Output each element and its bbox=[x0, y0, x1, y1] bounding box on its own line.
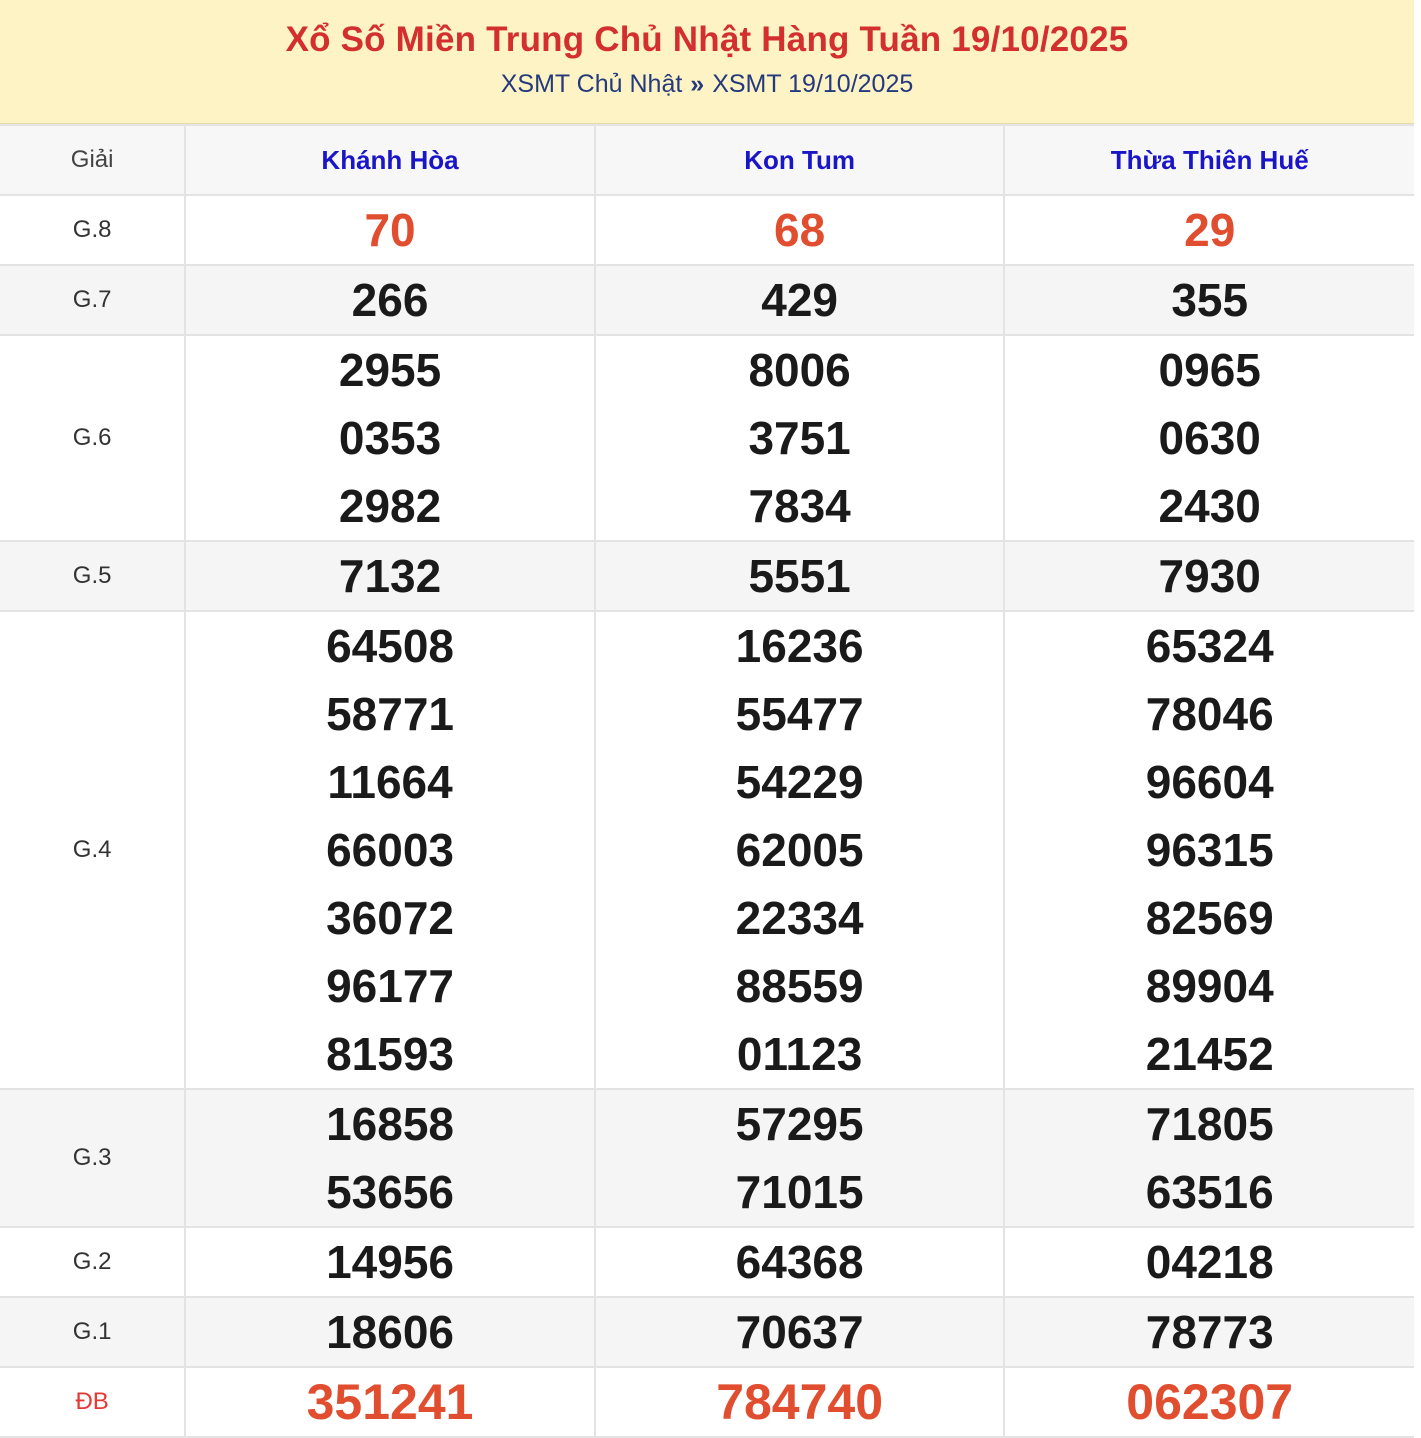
result-number: 429 bbox=[761, 274, 838, 326]
result-cell bbox=[185, 611, 595, 1089]
result-cell bbox=[1004, 1227, 1414, 1297]
result-number: 36072 bbox=[326, 892, 454, 944]
result-number: 5551 bbox=[748, 550, 851, 602]
page-title: Xổ Số Miền Trung Chủ Nhật Hàng Tuần 19/10/2025 bbox=[285, 20, 1129, 59]
result-number: 2955 bbox=[338, 344, 442, 396]
result-cell bbox=[1004, 195, 1414, 265]
result-number: 14956 bbox=[326, 1236, 454, 1288]
prize-label: G.8 bbox=[0, 195, 185, 265]
prize-label: G.7 bbox=[0, 265, 185, 335]
breadcrumb-link-xsmt-date[interactable]: XSMT 19/10/2025 bbox=[712, 70, 914, 98]
prize-label: G.5 bbox=[0, 541, 185, 611]
result-number: 2430 bbox=[1158, 480, 1261, 532]
prize-label: G.3 bbox=[0, 1089, 185, 1227]
breadcrumb-separator-icon: » bbox=[690, 70, 705, 98]
prize-label: G.2 bbox=[0, 1227, 185, 1297]
result-number: 21452 bbox=[1145, 1028, 1274, 1080]
result-number: 18606 bbox=[326, 1306, 454, 1358]
result-cell bbox=[595, 1367, 1005, 1437]
result-cell bbox=[185, 335, 595, 541]
special-prize-number: 062307 bbox=[1126, 1374, 1294, 1430]
result-number: 01123 bbox=[736, 1028, 863, 1080]
result-number: 70637 bbox=[735, 1306, 864, 1358]
result-number: 65324 bbox=[1145, 620, 1274, 672]
prize-label: G.1 bbox=[0, 1297, 185, 1367]
result-number: 68 bbox=[774, 204, 826, 256]
result-number: 88559 bbox=[735, 960, 864, 1012]
result-number: 82569 bbox=[1145, 892, 1274, 944]
column-header-province[interactable]: Kon Tum bbox=[595, 125, 1005, 195]
result-number: 0965 bbox=[1158, 344, 1261, 396]
result-cell bbox=[1004, 265, 1414, 335]
result-number: 96177 bbox=[326, 960, 454, 1012]
result-cell bbox=[185, 1089, 595, 1227]
result-cell bbox=[595, 335, 1005, 541]
prize-label: G.6 bbox=[0, 335, 185, 541]
table-header-row bbox=[0, 125, 1414, 195]
result-number: 71015 bbox=[735, 1166, 864, 1218]
breadcrumb-link-xsmt-sunday[interactable]: XSMT Chủ Nhật bbox=[500, 70, 683, 98]
result-number: 22334 bbox=[735, 892, 864, 944]
result-number: 7132 bbox=[338, 550, 442, 602]
prize-row bbox=[0, 335, 1414, 541]
prize-label: G.4 bbox=[0, 611, 185, 1089]
result-number: 96315 bbox=[1145, 824, 1274, 876]
result-cell bbox=[185, 1297, 595, 1367]
result-number: 7930 bbox=[1158, 550, 1261, 602]
prize-row bbox=[0, 1297, 1414, 1367]
breadcrumb bbox=[0, 69, 1414, 99]
result-cell bbox=[185, 195, 595, 265]
result-cell bbox=[595, 195, 1005, 265]
result-cell bbox=[1004, 611, 1414, 1089]
result-number: 0630 bbox=[1158, 412, 1261, 464]
result-cell bbox=[1004, 1297, 1414, 1367]
result-number: 0353 bbox=[338, 412, 442, 464]
result-cell bbox=[185, 1227, 595, 1297]
result-number: 78773 bbox=[1145, 1306, 1274, 1358]
result-number: 53656 bbox=[326, 1166, 454, 1218]
result-number: 54229 bbox=[735, 756, 864, 808]
prize-row bbox=[0, 1227, 1414, 1297]
result-cell bbox=[1004, 1089, 1414, 1227]
result-cell bbox=[595, 541, 1005, 611]
special-prize-number: 351241 bbox=[306, 1374, 474, 1430]
result-cell bbox=[595, 1089, 1005, 1227]
prize-row bbox=[0, 195, 1414, 265]
prize-row bbox=[0, 265, 1414, 335]
result-number: 64508 bbox=[326, 620, 454, 672]
column-header-province[interactable]: Khánh Hòa bbox=[185, 125, 595, 195]
result-number: 8006 bbox=[748, 344, 851, 396]
result-number: 3751 bbox=[748, 412, 851, 464]
result-number: 355 bbox=[1171, 274, 1249, 326]
result-cell bbox=[595, 611, 1005, 1089]
result-number: 64368 bbox=[735, 1236, 864, 1288]
result-number: 81593 bbox=[326, 1028, 454, 1080]
result-cell bbox=[595, 1297, 1005, 1367]
special-prize-number: 784740 bbox=[716, 1374, 884, 1430]
result-number: 57295 bbox=[735, 1098, 864, 1150]
results-body bbox=[0, 195, 1414, 1437]
prize-row bbox=[0, 1089, 1414, 1227]
result-number: 266 bbox=[351, 274, 429, 326]
column-header-province[interactable]: Thừa Thiên Huế bbox=[1004, 125, 1414, 195]
prize-row bbox=[0, 1367, 1414, 1437]
result-cell bbox=[1004, 541, 1414, 611]
result-number: 7834 bbox=[748, 480, 851, 532]
result-number: 11664 bbox=[327, 756, 453, 808]
result-number: 78046 bbox=[1145, 688, 1274, 740]
result-cell bbox=[185, 1367, 595, 1437]
prize-row bbox=[0, 611, 1414, 1089]
result-cell bbox=[595, 265, 1005, 335]
result-cell bbox=[1004, 335, 1414, 541]
result-number: 63516 bbox=[1145, 1166, 1274, 1218]
result-number: 16236 bbox=[735, 620, 864, 672]
column-header-prize: Giải bbox=[0, 125, 185, 195]
results-table bbox=[0, 124, 1414, 1438]
prize-row bbox=[0, 541, 1414, 611]
prize-label: ĐB bbox=[0, 1367, 185, 1437]
result-cell bbox=[1004, 1367, 1414, 1437]
result-number: 58771 bbox=[326, 688, 454, 740]
result-cell bbox=[185, 541, 595, 611]
result-number: 29 bbox=[1184, 204, 1236, 256]
result-number: 71805 bbox=[1145, 1098, 1274, 1150]
result-number: 70 bbox=[364, 204, 416, 256]
result-number: 96604 bbox=[1145, 756, 1274, 808]
result-number: 55477 bbox=[735, 688, 864, 740]
result-number: 89904 bbox=[1145, 960, 1274, 1012]
result-number: 62005 bbox=[735, 824, 864, 876]
result-cell bbox=[185, 265, 595, 335]
result-number: 04218 bbox=[1145, 1236, 1274, 1288]
result-cell bbox=[595, 1227, 1005, 1297]
results-header bbox=[0, 0, 1414, 124]
result-number: 66003 bbox=[326, 824, 454, 876]
result-number: 16858 bbox=[326, 1098, 454, 1150]
result-number: 2982 bbox=[338, 480, 442, 532]
